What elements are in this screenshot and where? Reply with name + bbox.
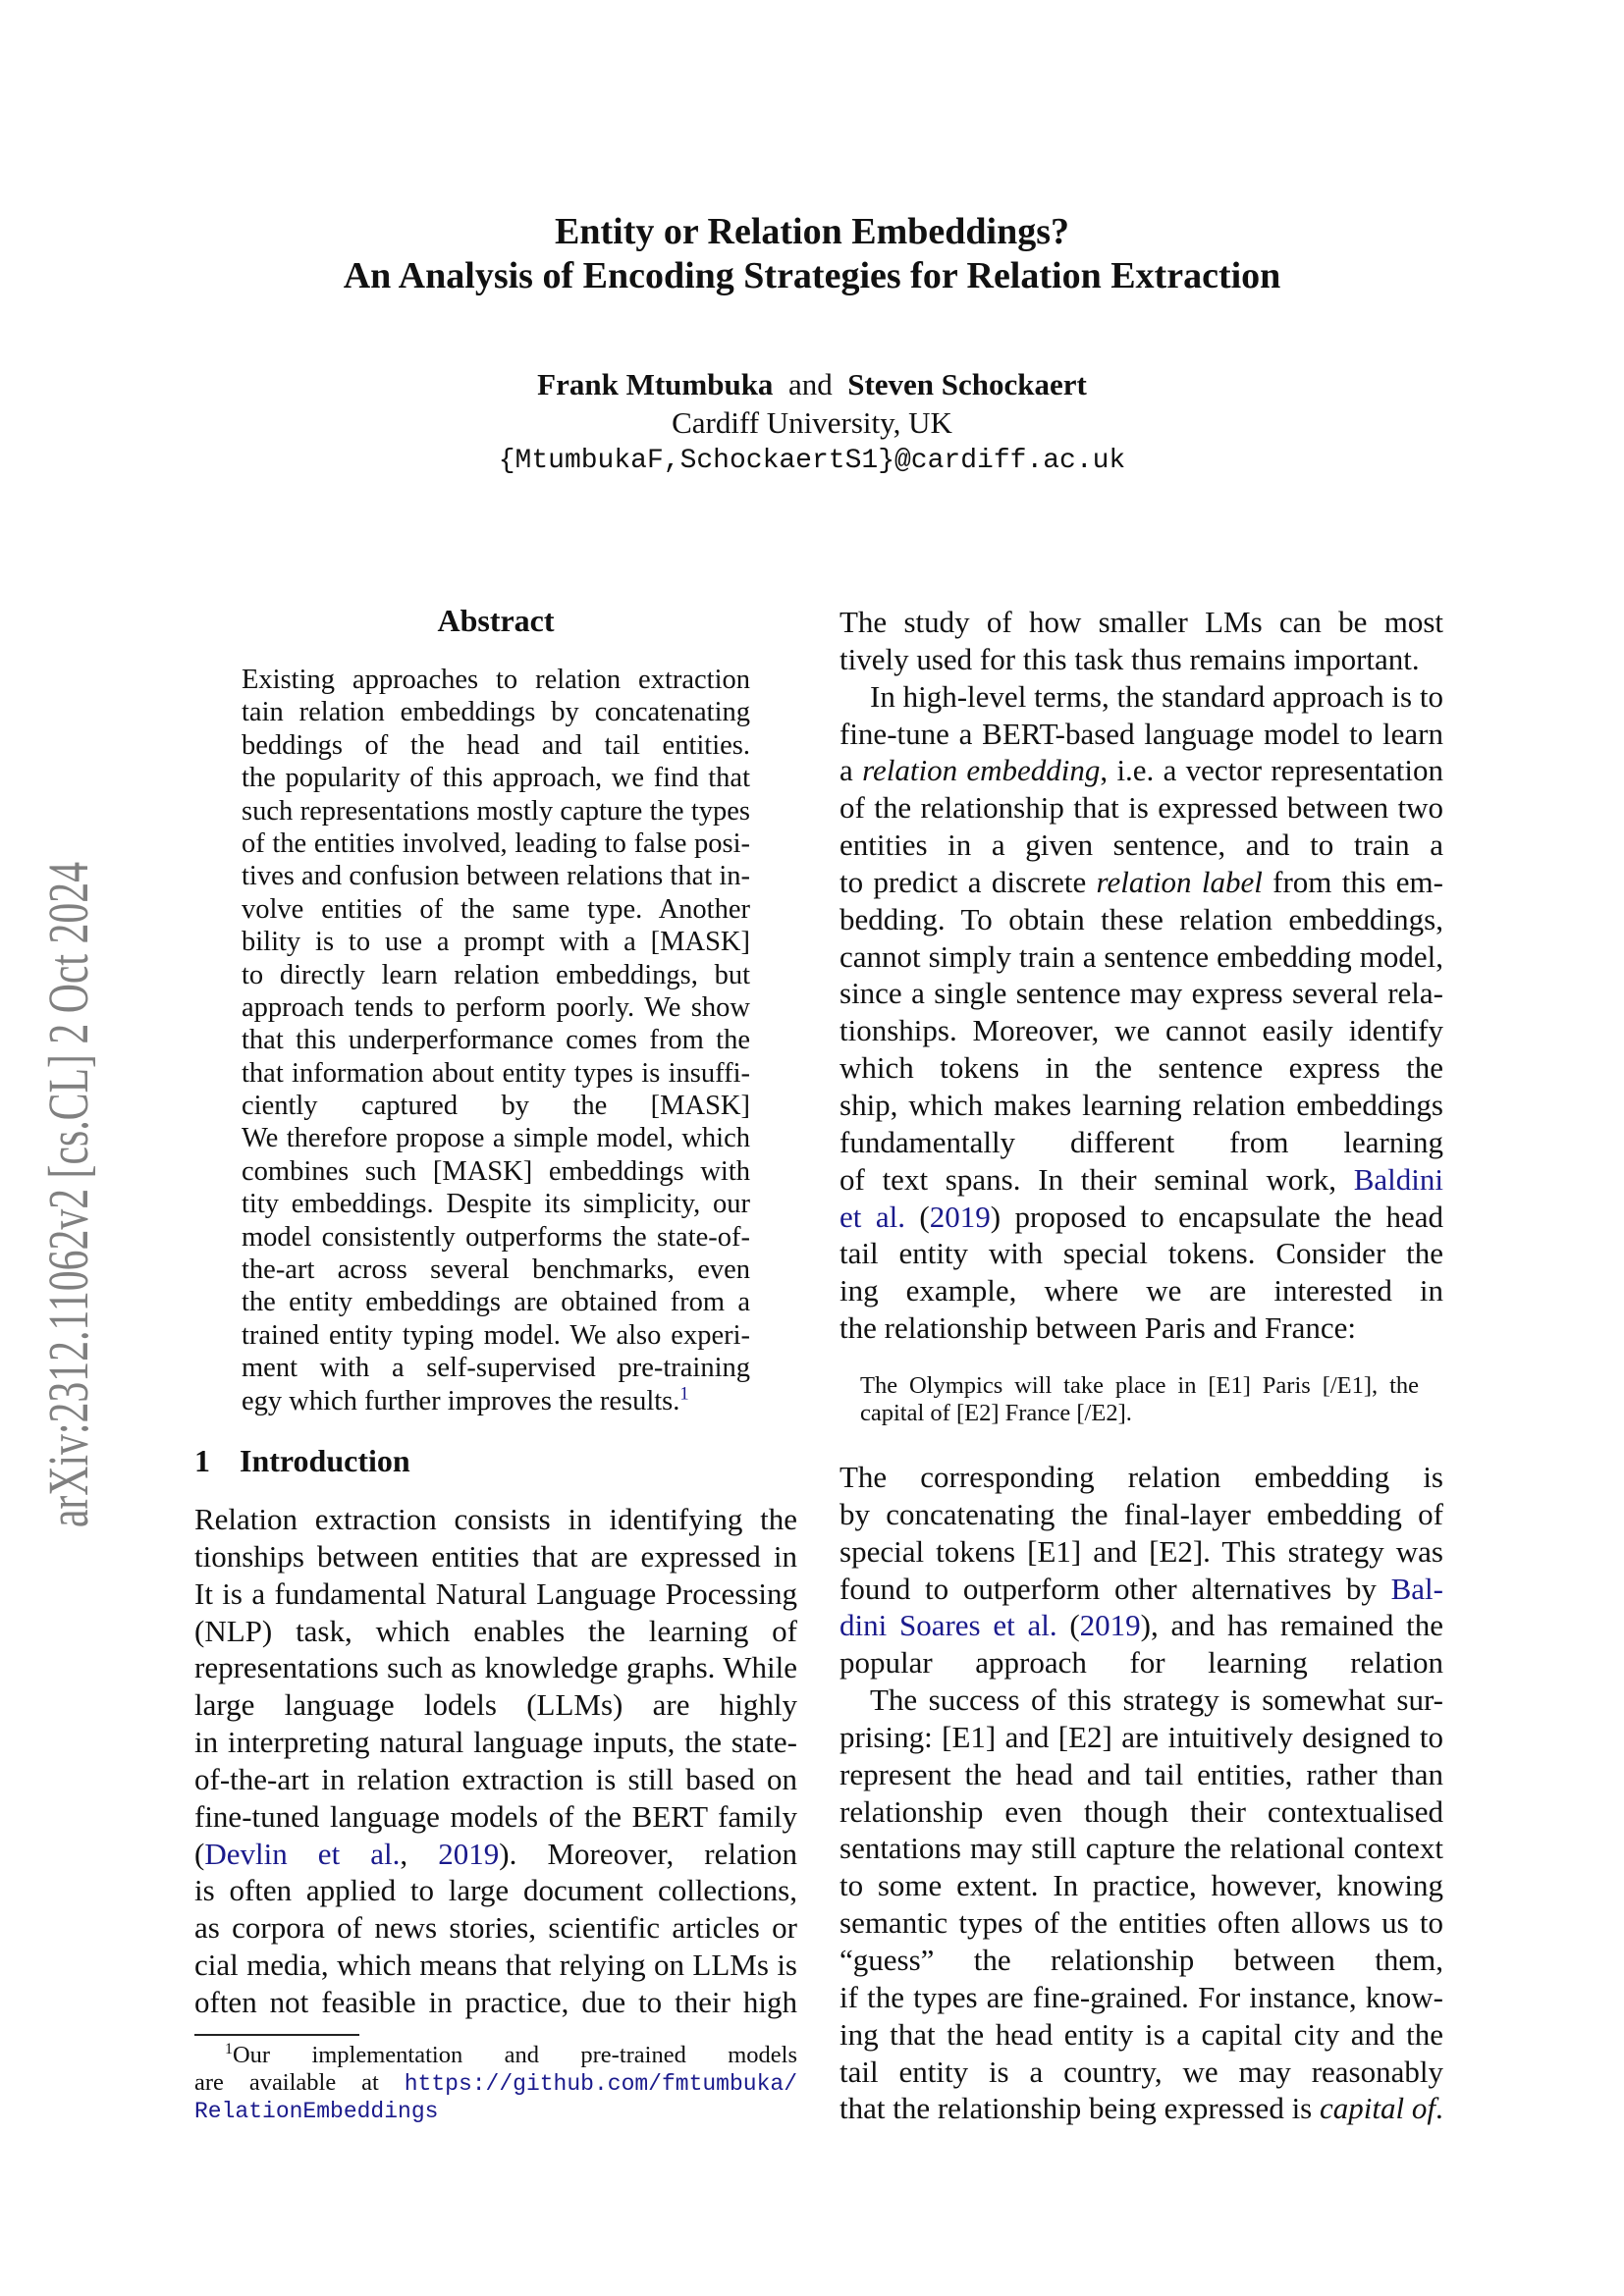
text-segment: of text spans. In their seminal work, — [839, 1161, 1354, 1197]
text-segment: ing example, where we are interested in — [839, 1273, 1443, 1308]
text-line — [242, 1188, 750, 1220]
text-line — [839, 1756, 1443, 1793]
text-line — [839, 1719, 1443, 1756]
text-segment: the-art across several benchmarks, even — [242, 1255, 750, 1286]
citation-link[interactable]: Baldini — [1353, 1161, 1443, 1197]
citation-link[interactable]: 2019 — [438, 1836, 500, 1871]
text-segment: ( — [194, 1836, 205, 1871]
text-line — [839, 2090, 1443, 2127]
text-segment: tively used for this task thus remains important. — [839, 641, 1420, 676]
text-segment: egy which further improves the results. — [242, 1385, 680, 1416]
text-line — [242, 926, 750, 958]
text-line — [242, 1155, 750, 1188]
text-line — [839, 1571, 1443, 1608]
text-line — [839, 789, 1443, 827]
text-segment: fine-tuned language models of the BERT family — [194, 1798, 797, 1834]
author-name: Frank Mtumbuka — [537, 367, 774, 401]
text-segment: the relationship between Paris and France: — [839, 1310, 1356, 1346]
text-segment: tail entity is a country, we may reasonably — [839, 2054, 1443, 2089]
text-segment: prising: [E1] and [E2] are intuitively designed to — [839, 1719, 1443, 1754]
text-segment: model consistently outperforms the state-of- — [242, 1221, 750, 1253]
emphasis-text: capital of — [1320, 2091, 1435, 2126]
text-line — [839, 1087, 1443, 1124]
text-line — [839, 1199, 1443, 1236]
text-line — [839, 1867, 1443, 1904]
text-line — [839, 2054, 1443, 2091]
text-line — [839, 827, 1443, 864]
emphasis-text: relation label — [1096, 864, 1263, 899]
text-line — [839, 864, 1443, 901]
text-segment: fundamentally different from learning — [839, 1124, 1443, 1159]
text-line — [194, 1575, 797, 1613]
text-line — [194, 1798, 797, 1836]
text-line — [860, 1372, 1419, 1400]
affiliation: Cardiff University, UK — [672, 405, 952, 440]
paper-title-line-2: An Analysis of Encoding Strategies for Relation Extraction — [343, 255, 1281, 296]
text-segment: since a single sentence may express several rela- — [839, 976, 1443, 1011]
text-segment: approach tends to perform poorly. We show — [242, 991, 750, 1023]
text-line — [839, 1161, 1443, 1199]
text-line — [242, 1057, 750, 1090]
text-line — [242, 696, 750, 728]
text-segment: trained entity typing model. We also experi- — [242, 1319, 750, 1351]
text-segment: tain relation embeddings by concatenating — [242, 697, 750, 728]
text-line — [839, 1235, 1443, 1272]
text-line — [839, 1607, 1443, 1644]
text-segment: ciently captured by the [MASK] — [242, 1091, 750, 1122]
text-segment: In high-level terms, the standard approach is to — [870, 678, 1443, 714]
citation-link[interactable]: dini Soares et al. — [839, 1608, 1057, 1643]
text-line — [860, 1400, 1419, 1427]
text-line — [839, 1459, 1443, 1496]
author-conjunction: and — [787, 367, 833, 401]
text-line — [839, 1272, 1443, 1309]
text-segment: a — [839, 753, 863, 788]
text-line — [839, 1049, 1443, 1087]
citation-link[interactable]: et al. — [839, 1199, 905, 1234]
text-line — [242, 1090, 750, 1122]
text-line — [194, 1872, 797, 1909]
text-line — [194, 1686, 797, 1724]
text-line — [839, 1533, 1443, 1571]
author-email: {MtumbukaF,SchockaertS1}@cardiff.ac.uk — [498, 446, 1126, 476]
text-line — [242, 1254, 750, 1286]
text-line — [839, 1682, 1443, 1719]
text-segment: the popularity of this approach, we find that — [242, 763, 750, 794]
text-segment: cial media, which means that relying on LLMs is — [194, 1948, 797, 1983]
text-line — [242, 1352, 750, 1384]
right-column-text-top — [839, 604, 1443, 1347]
introduction-text — [194, 1501, 797, 2021]
text-segment: as corpora of news stories, scientific articles or — [194, 1910, 797, 1946]
section-number: 1 — [194, 1443, 210, 1478]
text-segment: tives and confusion between relations that in- — [242, 861, 750, 892]
text-line — [839, 938, 1443, 976]
footnote-mark: 1 — [225, 2042, 233, 2057]
text-segment: bedding. To obtain these relation embeddings, — [839, 901, 1443, 936]
text-segment: from this em- — [1262, 864, 1443, 899]
text-segment: , i.e. a vector representation — [1100, 753, 1443, 788]
text-segment: of the entities involved, leading to false posi- — [242, 828, 750, 859]
text-segment: to directly learn relation embeddings, but — [242, 959, 750, 990]
footnote-reference[interactable]: 1 — [679, 1384, 689, 1405]
text-segment: bility is to use a prompt with a [MASK] — [242, 927, 750, 958]
author-line — [0, 366, 1624, 403]
text-segment: semantic types of the entities often allows us to — [839, 1905, 1443, 1941]
text-segment: ship, which makes learning relation embeddings — [839, 1087, 1443, 1122]
text-segment: such representations mostly capture the types — [242, 795, 750, 827]
text-line — [242, 1319, 750, 1352]
text-segment: which tokens in the sentence express the — [839, 1050, 1443, 1086]
text-segment: (NLP) task, which enables the learning of — [194, 1613, 797, 1648]
text-line — [839, 901, 1443, 938]
text-line — [242, 959, 750, 991]
text-segment: The Olympics will take place in [E1] Paris [/E1], the — [860, 1372, 1419, 1399]
text-line — [242, 860, 750, 892]
text-segment: capital of [E2] France [/E2]. — [860, 1400, 1132, 1426]
text-line — [839, 678, 1443, 716]
text-segment: tail entity with special tokens. Consider the — [839, 1236, 1443, 1271]
text-line — [194, 1761, 797, 1798]
text-line — [194, 1836, 797, 1873]
text-segment: ) proposed to encapsulate the head — [990, 1199, 1443, 1234]
text-segment: if the types are fine-grained. For instance, know- — [839, 1979, 1443, 2014]
author-name: Steven Schockaert — [847, 367, 1087, 401]
text-line — [839, 1309, 1443, 1347]
text-segment: to predict a discrete — [839, 864, 1097, 899]
text-line — [242, 1122, 750, 1154]
text-line — [839, 975, 1443, 1012]
citation-link[interactable]: 2019 — [929, 1199, 991, 1234]
text-line — [194, 1724, 797, 1761]
citation-link[interactable]: Devlin et al. — [204, 1836, 401, 1871]
text-segment: ment with a self-supervised pre-training — [242, 1353, 750, 1384]
repository-link-continued[interactable]: RelationEmbeddings — [194, 2099, 439, 2124]
text-segment: tity embeddings. Despite its simplicity, our — [242, 1189, 750, 1220]
text-segment: representations such as knowledge graphs. While — [194, 1650, 797, 1685]
text-segment: in interpreting natural language inputs, the state- — [194, 1725, 797, 1760]
text-segment: tionships between entities that are expressed in — [194, 1538, 797, 1574]
text-segment: We therefore propose a simple model, which — [242, 1123, 750, 1154]
text-segment: ), and has remained the — [1140, 1608, 1443, 1643]
text-segment: volve entities of the same type. Another — [242, 893, 750, 925]
text-segment: Relation extraction consists in identifying the — [194, 1502, 797, 1536]
text-segment: of-the-art in relation extraction is still based on — [194, 1761, 797, 1796]
text-line — [242, 664, 750, 696]
section-heading-introduction — [194, 1443, 410, 1479]
text-segment: It is a fundamental Natural Language Processing — [194, 1575, 797, 1611]
text-segment: large language lodels (LLMs) are highly — [194, 1687, 797, 1723]
text-line — [242, 1024, 750, 1056]
section-title: Introduction — [240, 1443, 410, 1478]
text-segment: Existing approaches to relation extraction — [242, 665, 750, 695]
text-line — [194, 1984, 797, 2021]
text-segment: of the relationship that is expressed between two — [839, 790, 1443, 826]
arxiv-identifier: arXiv:2312.11062v2 [cs.CL] 2 Oct 2024 — [36, 862, 100, 1528]
text-segment: often not feasible in practice, due to their high — [194, 1984, 797, 2019]
text-line — [242, 1385, 750, 1417]
text-line — [839, 641, 1443, 678]
text-segment: combines such [MASK] embeddings with — [242, 1155, 750, 1187]
text-line — [194, 1909, 797, 1947]
text-segment: The success of this strategy is somewhat sur- — [870, 1682, 1443, 1718]
text-segment: represent the head and tail entities, rather than — [839, 1756, 1443, 1791]
text-line — [839, 1979, 1443, 2016]
text-line — [839, 1942, 1443, 1979]
text-segment: cannot simply train a sentence embedding model, — [839, 938, 1443, 974]
text-segment: popular approach for learning relation — [839, 1645, 1443, 1681]
text-segment: The corresponding relation embedding is — [839, 1460, 1443, 1494]
text-line — [839, 2016, 1443, 2054]
repository-link[interactable]: https://github.com/fmtumbuka/ — [404, 2071, 797, 2097]
text-line — [194, 1501, 797, 1538]
text-line — [839, 716, 1443, 753]
text-line — [839, 1830, 1443, 1867]
footnote: $^1$Our implementation and pre-trained models are available at https://github.com/fmtumbuka/ RelationEmbeddings — [194, 2042, 797, 2124]
text-line — [839, 1496, 1443, 1533]
text-segment: ( — [904, 1199, 930, 1234]
text-line — [242, 795, 750, 828]
text-line — [839, 1012, 1443, 1049]
text-segment: ( — [1056, 1608, 1080, 1643]
text-segment: , — [400, 1836, 439, 1871]
text-line — [839, 1124, 1443, 1161]
text-segment: by concatenating the final-layer embedding of — [839, 1496, 1443, 1531]
text-segment: found to outperform other alternatives by — [839, 1571, 1391, 1606]
text-segment: that information about entity types is insuffi- — [242, 1057, 750, 1089]
text-line — [242, 762, 750, 794]
text-line — [242, 729, 750, 762]
text-segment: tionships. Moreover, we cannot easily identify — [839, 1013, 1443, 1048]
text-line — [242, 1221, 750, 1254]
text-segment: special tokens [E1] and [E2]. This strategy was — [839, 1533, 1443, 1569]
text-segment: ing that the head entity is a capital city and the — [839, 2016, 1443, 2052]
abstract-text — [242, 664, 750, 1417]
text-line — [839, 1644, 1443, 1682]
text-segment: that this underperformance comes from the — [242, 1025, 750, 1056]
emphasis-text: relation embedding — [862, 753, 1101, 788]
text-line — [242, 893, 750, 926]
text-segment: to some extent. In practice, however, knowing — [839, 1868, 1443, 1903]
footnote-rule — [194, 2034, 359, 2036]
text-segment: is often applied to large document collections, — [194, 1873, 797, 1908]
text-segment: sentations may still capture the relational context — [839, 1831, 1443, 1866]
example-sentence — [860, 1372, 1419, 1427]
text-segment: “guess” the relationship between them, — [839, 1942, 1443, 1977]
text-segment: The study of how smaller LMs can be most — [839, 605, 1443, 639]
text-segment: entities in a given sentence, and to train a — [839, 828, 1443, 863]
text-segment: the entity embeddings are obtained from a — [242, 1287, 750, 1318]
text-line — [194, 1613, 797, 1650]
text-line — [194, 1649, 797, 1686]
paper-title-line-1: Entity or Relation Embeddings? — [555, 211, 1069, 252]
text-line — [839, 1904, 1443, 1942]
text-line — [839, 752, 1443, 789]
text-line — [839, 604, 1443, 641]
text-line — [839, 1793, 1443, 1831]
text-segment: that the relationship being expressed is — [839, 2091, 1320, 2126]
text-line — [194, 1538, 797, 1575]
text-segment: ). Moreover, relation — [499, 1836, 797, 1871]
text-segment: relationship even though their contextualised — [839, 1793, 1443, 1829]
text-line — [242, 828, 750, 860]
citation-link[interactable]: 2019 — [1079, 1608, 1141, 1643]
text-line — [242, 1286, 750, 1318]
text-line — [242, 991, 750, 1024]
text-segment: fine-tune a BERT-based language model to learn — [839, 716, 1443, 751]
citation-link[interactable]: Bal- — [1390, 1571, 1443, 1606]
text-line — [194, 1947, 797, 1984]
abstract-heading: Abstract — [437, 603, 555, 638]
text-segment: beddings of the head and tail entities. — [242, 729, 750, 761]
right-column-text-bottom — [839, 1459, 1443, 2127]
text-segment: . — [1435, 2091, 1443, 2126]
